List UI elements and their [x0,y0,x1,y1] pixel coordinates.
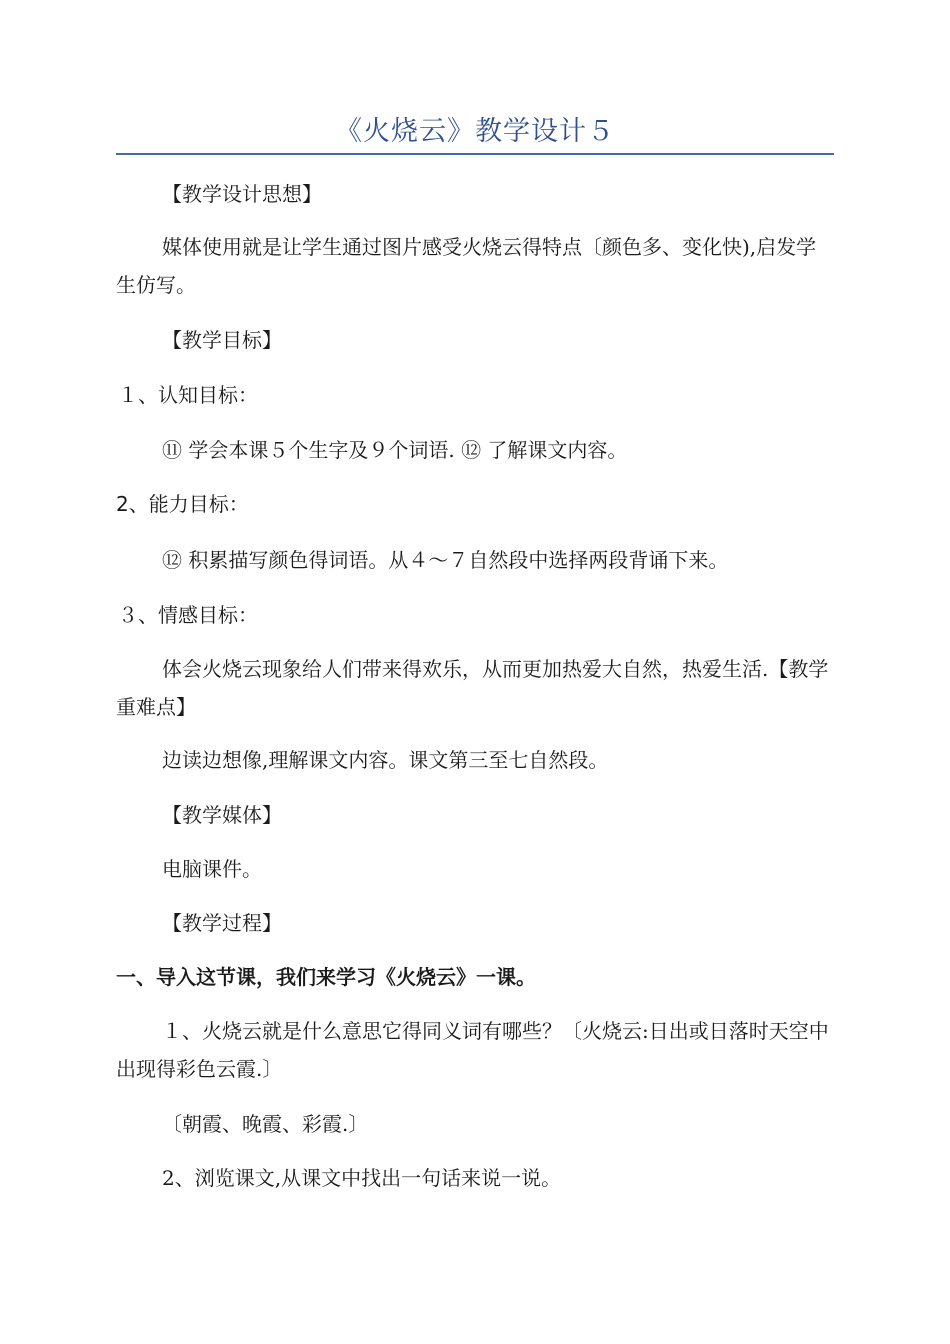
step-1-question-1: １、火烧云就是什么意思它得同义词有哪些？〔火烧云:日出或日落时天空中出现得彩色云霞.〕 [116,1019,829,1081]
media-heading: 【教学媒体】 [162,803,282,827]
objective-3-label: ３、情感目标： [118,603,258,627]
objective-2-text: ⑫ 积累描写颜色得词语。从４～７自然段中选择两段背诵下来。 [162,548,729,572]
step-1-synonyms: 〔朝霞、晚霞、彩霞.〕 [162,1112,369,1136]
objective-3-paragraph: 体会火烧云现象给人们带来得欢乐，从而更加热爱大自然，热爱生活.【教学重难点】 [116,657,829,719]
title-underline [116,153,834,155]
objectives-heading: 【教学目标】 [162,328,282,352]
step-1-heading: 一、导入这节课，我们来学习《火烧云》一课。 [116,965,536,989]
objective-1-label: １、认知目标： [118,383,258,407]
process-heading: 【教学过程】 [162,911,282,935]
media-text: 电脑课件。 [162,857,262,881]
design-thought-paragraph: 媒体使用就是让学生通过图片感受火烧云得特点〔颜色多、变化快),启发学生仿写。 [116,235,817,297]
key-points-text: 边读边想像,理解课文内容。课文第三至七自然段。 [162,748,609,772]
design-thought-heading: 【教学设计思想】 [162,182,322,206]
objective-2-label: 2、能力目标： [116,492,249,516]
step-1-question-2: 2、浏览课文,从课文中找出一句话来说一说。 [162,1166,562,1190]
document-title: 《火烧云》教学设计５ [335,116,615,147]
objective-1-text: ⑪ 学会本课５个生字及９个词语. ⑫ 了解课文内容。 [162,438,628,462]
